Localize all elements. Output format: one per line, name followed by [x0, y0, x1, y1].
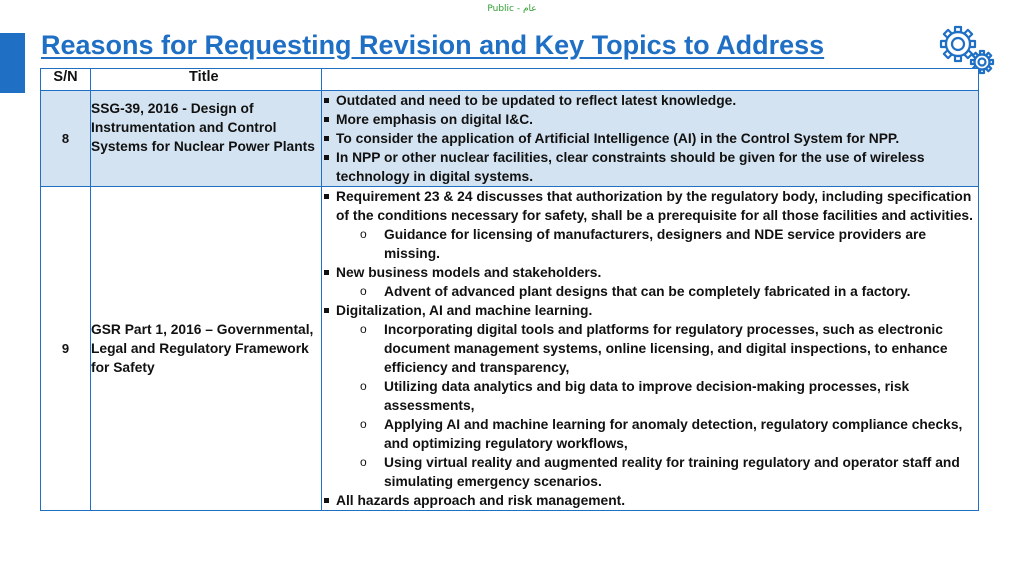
topic-subitem: o Guidance for licensing of manufacturers, designers and NDE service providers are missing.: [322, 225, 978, 263]
topic-subitem: o Incorporating digital tools and platforms for regulatory processes, such as electronic document management systems, online licensing, and digital inspections, to enhance efficiency and transparency,: [322, 320, 978, 377]
accent-bar: [0, 33, 25, 93]
topic-item: Outdated and need to be updated to reflect latest knowledge.: [322, 91, 978, 110]
topic-subitem: o Advent of advanced plant designs that can be completely fabricated in a factory.: [322, 282, 978, 301]
page-title: Reasons for Requesting Revision and Key Topics to Address: [41, 30, 825, 60]
header-sn: S/N: [41, 69, 91, 91]
topic-item: In NPP or other nuclear facilities, clear constraints should be given for the use of wireless technology in digital systems.: [322, 148, 978, 186]
header-title: Title: [91, 69, 322, 91]
table-header-row: [41, 69, 979, 91]
topic-item: More emphasis on digital I&C.: [322, 110, 978, 129]
topic-list: [322, 187, 978, 510]
classification-label: Public - عام: [487, 4, 537, 14]
topic-subitem: o Applying AI and machine learning for anomaly detection, regulatory compliance checks, and optimizing regulatory workflows,: [322, 415, 978, 453]
row-sn: 8: [41, 91, 91, 187]
row-title: SSG-39, 2016 - Design of Instrumentation and Control Systems for Nuclear Power Plants: [91, 91, 322, 187]
topic-subitem: o Using virtual reality and augmented reality for training regulatory and operator staff and simulating emergency scenarios.: [322, 453, 978, 491]
topic-item: New business models and stakeholders.: [322, 263, 978, 282]
row-sn: 9: [41, 187, 91, 511]
topic-item: Requirement 23 & 24 discusses that authorization by the regulatory body, including specification of the conditions necessary for safety, shall be a prerequisite for all those facilities and activities.: [322, 187, 978, 225]
topic-list: [322, 91, 978, 186]
row-topics: [322, 91, 979, 187]
table-row: [41, 187, 979, 511]
row-title: GSR Part 1, 2016 – Governmental, Legal and Regulatory Framework for Safety: [91, 187, 322, 511]
topic-item: Digitalization, AI and machine learning.: [322, 301, 978, 320]
row-topics: [322, 187, 979, 511]
topic-subitem: o Utilizing data analytics and big data to improve decision-making processes, risk assessments,: [322, 377, 978, 415]
table-row: [41, 91, 979, 187]
topic-item: All hazards approach and risk management.: [322, 491, 978, 510]
header-topics: [322, 69, 979, 91]
revision-table: [40, 68, 979, 511]
topic-item: To consider the application of Artificial Intelligence (AI) in the Control System for NPP.: [322, 129, 978, 148]
